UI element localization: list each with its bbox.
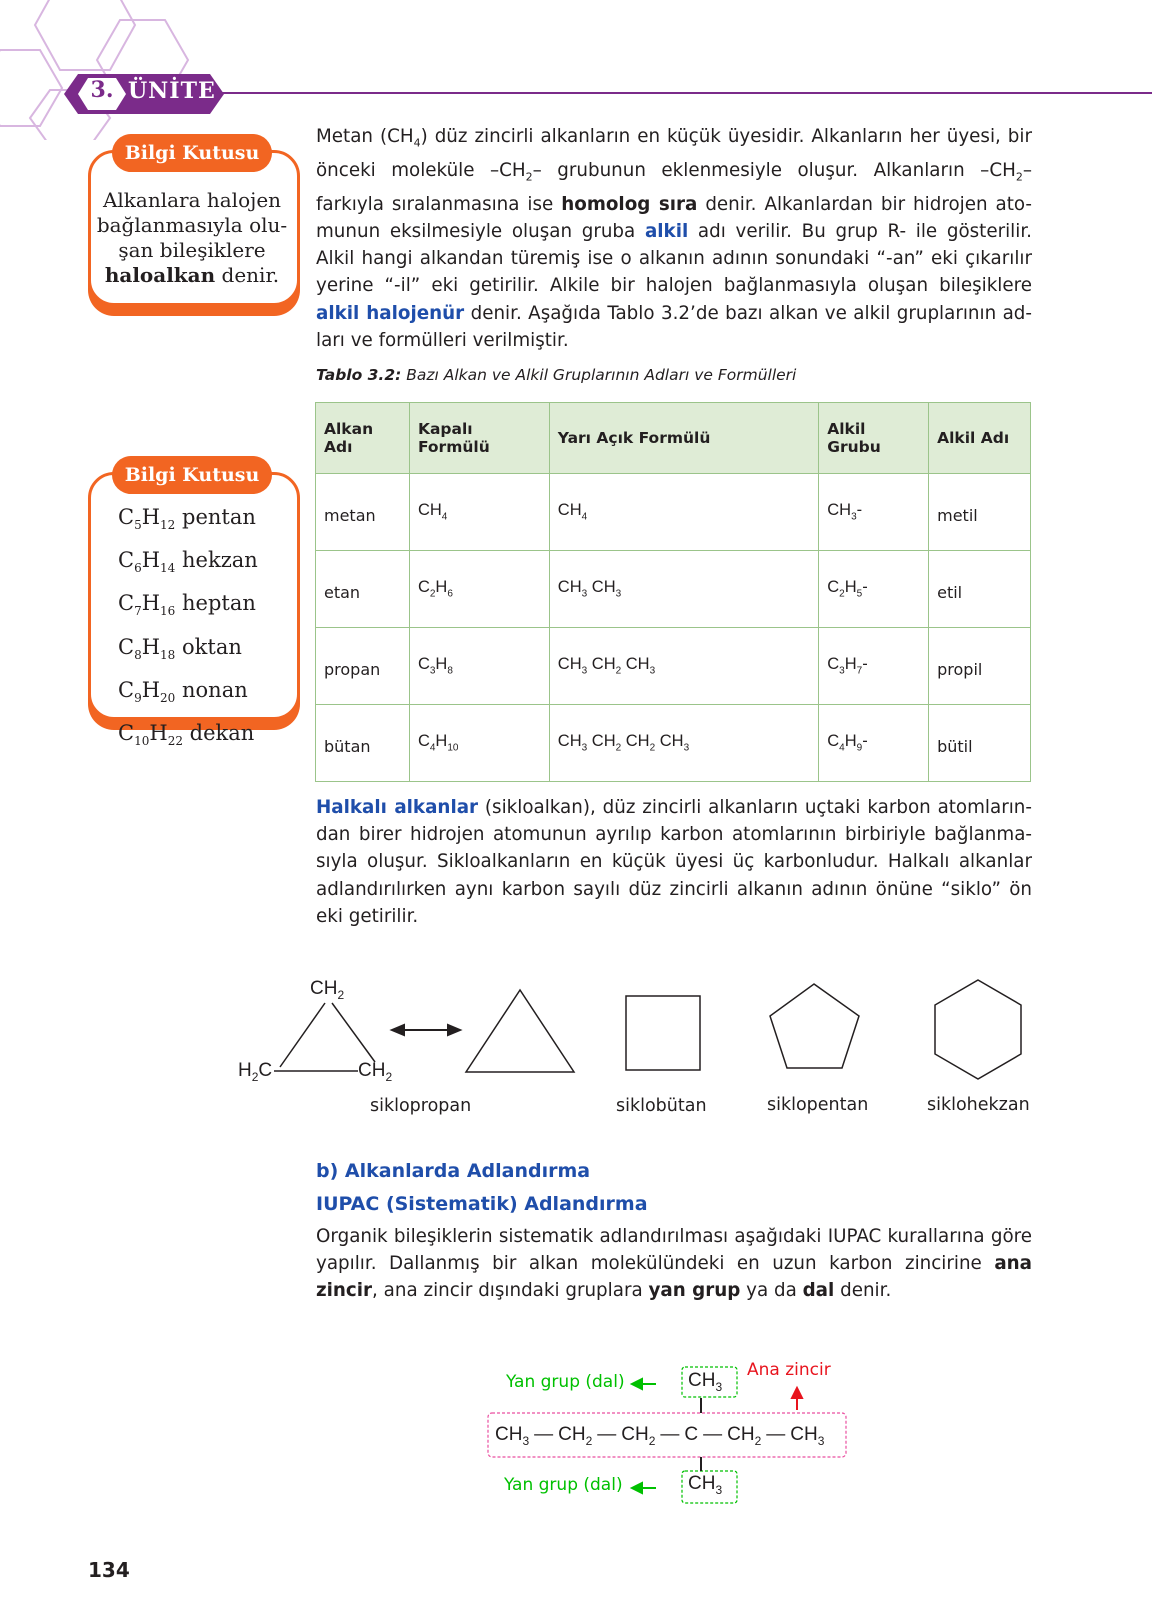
iupac-paragraph: Organik bileşiklerin sistematik adlandırılması aşağıdaki IUPAC kurallarına göre yapılır. Dallanmış bir alkan molekülündeki en uzun karbon zincirine ana zincir, ana zincir dışındaki gruplara yan grup ya da dal denir. xyxy=(316,1226,1032,1302)
col-header-alkyl-name: Alkil Adı xyxy=(929,403,1031,474)
unit-label: ÜNİTE xyxy=(128,78,216,104)
cell-alkane-name: propan xyxy=(316,628,410,705)
cell-alkane-name: bütan xyxy=(316,705,410,782)
label-siklopropan: siklopropan xyxy=(370,1096,472,1116)
cell-alkyl-name: propil xyxy=(929,628,1031,705)
label-siklohekzan: siklohekzan xyxy=(927,1095,1030,1115)
cell-closed-formula: $CH_4$ xyxy=(409,474,549,551)
cell-alkane-name: metan xyxy=(316,474,410,551)
info-box-title: Bilgi Kutusu xyxy=(112,456,272,494)
alkane-list-item: $C_{10}H_{22}$ dekan xyxy=(118,720,255,749)
intro-paragraph: Metan $(CH_4)$ düz zincirli alkanların en küçük üyesidir. Alkanların her üyesi, bir önceki moleküle $-CH_2-$ grubunun eklenmesiyle oluşur. Alkanların $-CH_2-$ farkıyla sıralanmasına ise homolog sıra denir. Alkanlardan bir hidrojen ato-munun eksilmesiyle oluşan gruba alkil adı verilir. Bu grup R- ile gösterilir. Alkil hangi alkandan türemiş ise o alkanın adının sonundaki “-an” eki çıkarılır yerine “-il” eki getirilir. Alkile bir halojen bağlanmasıyla oluşan bileşiklere alkil halojenür denir. Aşağıda Tablo 3.2’de bazı alkan ve alkil gruplarının ad-ları ve formülleri verilmiştir. xyxy=(316,126,1033,351)
section-heading-naming: b) Alkanlarda Adlandırma xyxy=(316,1160,591,1182)
unit-header-rule xyxy=(210,92,1152,94)
table-row xyxy=(316,705,1031,782)
term-alkil-halojenur: alkil halojenür xyxy=(316,302,465,324)
label-siklobutan: siklobütan xyxy=(616,1096,707,1116)
cell-semi-open-formula: $CH_3$ $CH_2$ $CH_3$ xyxy=(549,628,818,705)
hexagon-decoration xyxy=(0,0,230,140)
alkane-alkyl-table xyxy=(315,402,1031,782)
cell-alkyl-group: $C_2H_5-$ xyxy=(819,551,929,628)
cyclohexane-hexagon xyxy=(935,980,1021,1079)
cycloalkane-paragraph: Halkalı alkanlar (sikloalkan), düz zincirli alkanların uçtaki karbon atomların-dan birer hidrojen atomunun ayrılıp karbon atomlarının birbiriyle bağlanma-sıyla oluşur. Sikloalkanların en küçük üyesi üç karbonludur. Halkalı alkanlar adlandırılırken aynı karbon sayılı düz zincirli alkanın adının önüne “siklo” ön eki getirilir. xyxy=(316,797,1032,927)
cyclopropane-right-atom: $CH_2$ xyxy=(358,1060,393,1084)
cell-alkyl-name: metil xyxy=(929,474,1031,551)
side-group-label-bottom: Yan grup (dal) xyxy=(504,1475,623,1495)
main-chain-label: Ana zincir xyxy=(747,1360,831,1380)
cell-semi-open-formula: $CH_3$ $CH_3$ xyxy=(549,551,818,628)
cell-closed-formula: $C_3H_8$ xyxy=(409,628,549,705)
cell-alkyl-group: $C_3H_7-$ xyxy=(819,628,929,705)
unit-number: 3. xyxy=(90,77,114,103)
page-number: 134 xyxy=(88,1558,130,1582)
term-homolog-sira: homolog sıra xyxy=(561,193,698,215)
label-siklopentan: siklopentan xyxy=(767,1095,869,1115)
cell-alkyl-name: bütil xyxy=(929,705,1031,782)
term-alkil: alkil xyxy=(644,220,689,242)
cyclopentane-pentagon xyxy=(770,984,859,1068)
cyclopropane-left-atom: $H_2C$ xyxy=(238,1060,273,1084)
methyl-top: $CH_3$ xyxy=(688,1370,723,1394)
col-header-alkyl-group: Alkil Grubu xyxy=(819,403,929,474)
term-halkali-alkanlar: Halkalı alkanlar xyxy=(316,797,479,818)
alkane-list-item: $C_8H_{18}$ oktan xyxy=(118,634,242,662)
table-row xyxy=(316,474,1031,551)
cyclopropane-top-atom: $CH_2$ xyxy=(310,978,345,1002)
cell-semi-open-formula: $CH_4$ xyxy=(549,474,818,551)
alkane-list-item: $C_7H_{16}$ heptan xyxy=(118,591,256,619)
cyclobutane-square xyxy=(626,996,700,1070)
info-box-text: Alkanlara halojen bağlanmasıyla olu-şan bileşiklere haloalkan denir. xyxy=(96,188,288,287)
table-caption: Tablo 3.2: Bazı Alkan ve Alkil Gruplarının Adları ve Formülleri xyxy=(316,366,797,384)
table-row xyxy=(316,628,1031,705)
col-header-closed-formula: Kapalı Formülü xyxy=(409,403,549,474)
col-header-semi-open-formula: Yarı Açık Formülü xyxy=(549,403,818,474)
cell-alkyl-group: $CH_3-$ xyxy=(819,474,929,551)
main-chain-formula: $CH_3$ — $CH_2$ — $CH_2$ — C — $CH_2$ — $CH_3$ xyxy=(495,1424,825,1448)
alkane-list-item: $C_6H_{14}$ hekzan xyxy=(118,548,258,576)
cell-closed-formula: $C_2H_6$ xyxy=(409,551,549,628)
alkane-list-item: $C_5H_{12}$ pentan xyxy=(118,505,256,533)
cyclopropane-triangle xyxy=(466,990,574,1072)
info-box-title: Bilgi Kutusu xyxy=(112,134,272,172)
side-group-label-top: Yan grup (dal) xyxy=(506,1372,625,1392)
alkane-list-item: $C_9H_{20}$ nonan xyxy=(118,677,248,705)
cell-alkyl-name: etil xyxy=(929,551,1031,628)
cell-alkane-name: etan xyxy=(316,551,410,628)
cell-closed-formula: $C_4H_{10}$ xyxy=(409,705,549,782)
table-row xyxy=(316,551,1031,628)
resonance-arrow xyxy=(392,1025,460,1035)
methyl-bottom: $CH_3$ xyxy=(688,1473,723,1497)
cell-alkyl-group: $C_4H_9-$ xyxy=(819,705,929,782)
section-heading-iupac: IUPAC (Sistematik) Adlandırma xyxy=(316,1193,648,1215)
col-header-alkane-name: Alkan Adı xyxy=(316,403,410,474)
cell-semi-open-formula: $CH_3$ $CH_2$ $CH_2$ $CH_3$ xyxy=(549,705,818,782)
alkane-name-list xyxy=(118,500,258,759)
